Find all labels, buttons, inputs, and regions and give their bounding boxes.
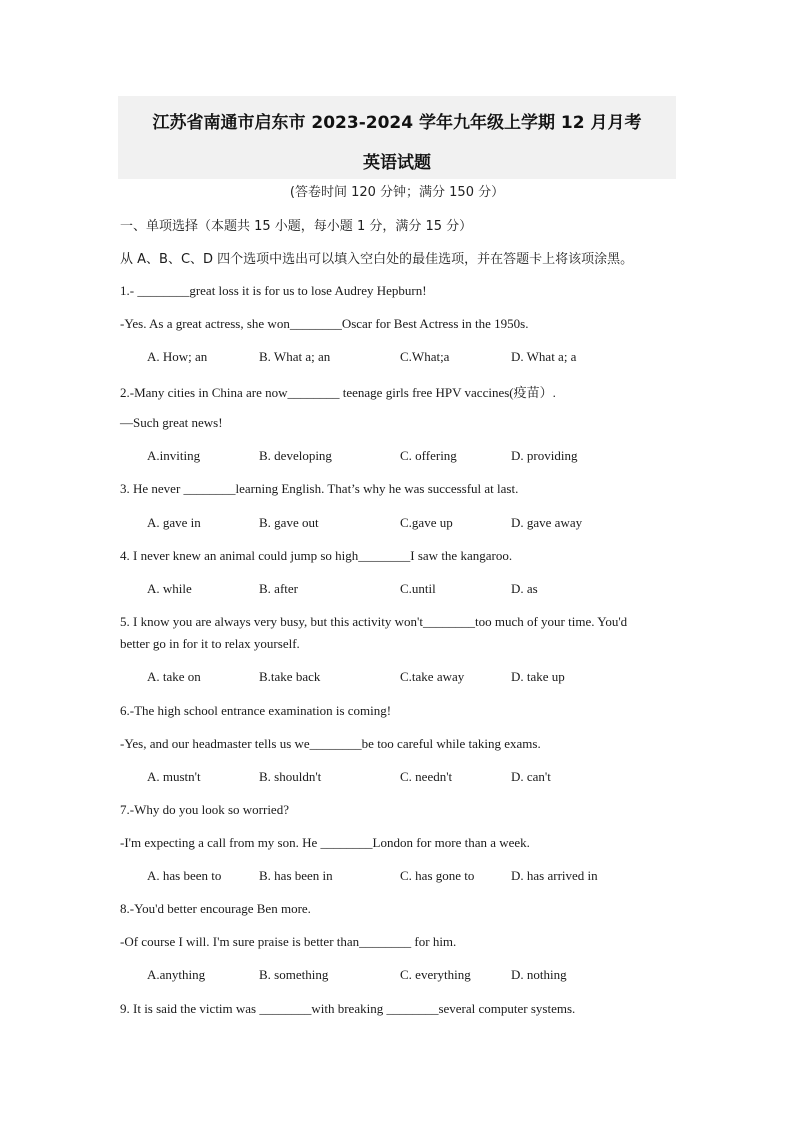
question-1-line-1: 1.- ________great loss it is for us to lose Audrey Hepburn! xyxy=(120,283,427,298)
option-c[interactable]: C. has gone to xyxy=(400,868,475,883)
question-5-line-1: 5. I know you are always very busy, but this activity won't________too much of your time. You'd xyxy=(120,614,628,629)
option-b[interactable]: B. something xyxy=(259,967,329,982)
option-d[interactable]: D. gave away xyxy=(511,515,583,530)
section-heading: 一、单项选择（本题共 15 小题，每小题 1 分，满分 15 分） xyxy=(120,219,473,234)
option-a[interactable]: A.anything xyxy=(147,967,206,982)
option-b[interactable]: B. shouldn't xyxy=(259,769,322,784)
option-a[interactable]: A. while xyxy=(147,581,192,596)
question-2-line-2: —Such great news! xyxy=(120,415,223,430)
question-2-line-1: 2.-Many cities in China are now________ teenage girls free HPV vaccines(疫苗）. xyxy=(120,385,556,400)
option-b[interactable]: B. What a; an xyxy=(259,349,331,364)
option-c[interactable]: C.gave up xyxy=(400,515,453,530)
option-a[interactable]: A. mustn't xyxy=(147,769,201,784)
option-d[interactable]: D. nothing xyxy=(511,967,567,982)
option-c[interactable]: C. everything xyxy=(400,967,471,982)
option-b[interactable]: B. developing xyxy=(259,448,332,463)
question-7-line-2: -I'm expecting a call from my son. He ________London for more than a week. xyxy=(120,835,530,850)
document-subject: 英语试题 xyxy=(363,153,431,173)
question-6-line-2: -Yes, and our headmaster tells us we________be too careful while taking exams. xyxy=(120,736,541,751)
option-b[interactable]: B. gave out xyxy=(259,515,319,530)
document-title: 江苏省南通市启东市 2023-2024 学年九年级上学期 12 月月考 xyxy=(152,113,642,133)
question-1-line-2: -Yes. As a great actress, she won________Oscar for Best Actress in the 1950s. xyxy=(120,316,529,331)
option-c[interactable]: C.until xyxy=(400,581,436,596)
title-banner xyxy=(118,96,676,179)
option-d[interactable]: D. What a; a xyxy=(511,349,577,364)
question-8-line-2: -Of course I will. I'm sure praise is better than________ for him. xyxy=(120,934,457,949)
option-a[interactable]: A. gave in xyxy=(147,515,201,530)
option-b[interactable]: B. after xyxy=(259,581,298,596)
exam-info: (答卷时间 120 分钟；满分 150 分） xyxy=(289,185,505,200)
question-8-line-1: 8.-You'd better encourage Ben more. xyxy=(120,901,311,916)
question-3-line-1: 3. He never ________learning English. That’s why he was successful at last. xyxy=(120,481,519,496)
option-b[interactable]: B.take back xyxy=(259,669,321,684)
option-d[interactable]: D. has arrived in xyxy=(511,868,598,883)
question-5-line-2: better go in for it to relax yourself. xyxy=(120,636,300,651)
option-d[interactable]: D. take up xyxy=(511,669,565,684)
option-b[interactable]: B. has been in xyxy=(259,868,333,883)
option-a[interactable]: A. How; an xyxy=(147,349,208,364)
option-c[interactable]: C.What;a xyxy=(400,349,450,364)
option-a[interactable]: A. take on xyxy=(147,669,201,684)
option-c[interactable]: C.take away xyxy=(400,669,465,684)
question-7-line-1: 7.-Why do you look so worried? xyxy=(120,802,289,817)
option-d[interactable]: D. can't xyxy=(511,769,551,784)
option-d[interactable]: D. as xyxy=(511,581,538,596)
option-c[interactable]: C. offering xyxy=(400,448,457,463)
question-6-line-1: 6.-The high school entrance examination is coming! xyxy=(120,703,392,718)
option-a[interactable]: A.inviting xyxy=(147,448,201,463)
question-9-line-1: 9. It is said the victim was ________with breaking ________several computer systems. xyxy=(120,1001,576,1016)
question-4-line-1: 4. I never knew an animal could jump so high________I saw the kangaroo. xyxy=(120,548,513,563)
option-a[interactable]: A. has been to xyxy=(147,868,222,883)
option-d[interactable]: D. providing xyxy=(511,448,578,463)
section-instruction: 从 A、B、C、D 四个选项中选出可以填入空白处的最佳选项，并在答题卡上将该项涂黑。 xyxy=(120,252,634,267)
option-c[interactable]: C. needn't xyxy=(400,769,453,784)
